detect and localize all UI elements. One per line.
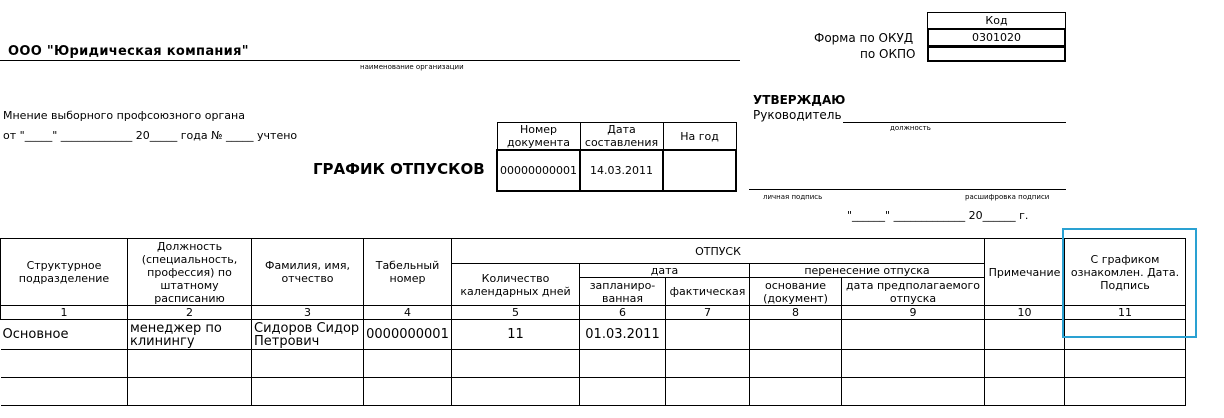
cell-fio[interactable]: Сидоров Сидор Петрович [252,320,364,350]
doc-number-value: 00000000001 [497,150,580,191]
column-numbers-row [1,306,1186,320]
header-dept: Структурное подразделение [1,239,128,306]
doc-date-value: 14.03.2011 [580,150,663,191]
header-days: Количество календарных дней [452,264,580,306]
position-caption: должность [890,124,931,132]
col-number: 5 [452,306,580,320]
col-number: 2 [128,306,252,320]
union-opinion-line1: Мнение выборного профсоюзного органа [3,109,245,122]
header-actual: фактическая [666,278,750,306]
empty-cell[interactable] [985,378,1065,406]
table-row [1,320,1186,350]
empty-cell[interactable] [985,350,1065,378]
empty-cell[interactable] [1,350,128,378]
empty-cell[interactable] [252,350,364,378]
okpo-label: по ОКПО [860,47,916,61]
cell-actual[interactable] [666,320,750,350]
head-label: Руководитель [753,108,842,122]
cell-note[interactable] [985,320,1065,350]
organization-name: ООО "Юридическая компания" [8,44,249,59]
header-vacation: ОТПУСК [452,239,985,264]
cell-supposed-date[interactable] [842,320,985,350]
empty-cell[interactable] [452,350,580,378]
empty-cell[interactable] [128,350,252,378]
signature-line [749,189,1066,190]
empty-cell[interactable] [1,378,128,406]
empty-cell[interactable] [842,350,985,378]
organization-line [0,60,740,61]
header-supposed-date: дата предполагаемого отпуска [842,278,985,306]
doc-year-header: На год [663,123,736,151]
empty-cell[interactable] [452,378,580,406]
col-number: 1 [1,306,128,320]
doc-date-header: Дата составления [580,123,663,151]
cell-position[interactable]: менеджер по клинингу [128,320,252,350]
kod-header-cell: Код [927,12,1066,29]
table-row [1,350,1186,378]
empty-cell[interactable] [1065,378,1186,406]
col-number: 7 [666,306,750,320]
col-number: 9 [842,306,985,320]
cell-tab-number[interactable]: 0000000001 [364,320,452,350]
signature-caption: личная подпись [763,193,823,201]
organization-caption: наименование организации [360,63,464,71]
doc-year-value [663,150,736,191]
cell-basis[interactable] [750,320,842,350]
acquainted-column-highlight [1062,228,1197,338]
document-title: ГРАФИК ОТПУСКОВ [313,160,485,178]
empty-cell[interactable] [252,378,364,406]
cell-dept[interactable]: Основное [1,320,128,350]
approve-title: УТВЕРЖДАЮ [753,93,846,107]
approve-date-line: "______" _____________ 20______ г. [847,209,1029,222]
position-line [843,122,1066,123]
empty-cell[interactable] [750,378,842,406]
vacation-schedule-table [0,238,1186,406]
header-basis: основание (документ) [750,278,842,306]
header-tab-number: Табельный номер [364,239,452,306]
header-fio: Фамилия, имя, отчество [252,239,364,306]
header-note: Примечание [985,239,1065,306]
header-planned: запланиро-ванная [580,278,666,306]
okpo-code-cell [927,46,1066,62]
empty-cell[interactable] [128,378,252,406]
cell-days[interactable]: 11 [452,320,580,350]
document-number-table [496,122,737,192]
col-number: 3 [252,306,364,320]
empty-cell[interactable] [842,378,985,406]
cell-planned[interactable]: 01.03.2011 [580,320,666,350]
col-number: 10 [985,306,1065,320]
empty-cell[interactable] [364,350,452,378]
decoding-caption: расшифровка подписи [965,193,1050,201]
header-position: Должность (специальность, профессия) по штатному расписанию [128,239,252,306]
header-transfer-group: перенесение отпуска [750,264,985,278]
doc-number-header: Номер документа [497,123,580,151]
col-number: 8 [750,306,842,320]
union-opinion-line2: от "_____" _____________ 20_____ года № _____ учтено [3,129,298,142]
empty-cell[interactable] [580,378,666,406]
col-number: 4 [364,306,452,320]
col-number: 6 [580,306,666,320]
col-number: 11 [1065,306,1186,320]
empty-cell[interactable] [666,350,750,378]
empty-cell[interactable] [750,350,842,378]
header-acquainted: С графиком ознакомлен. Дата. Подпись [1065,239,1186,306]
okud-code-cell: 0301020 [927,28,1066,47]
empty-cell[interactable] [364,378,452,406]
empty-cell[interactable] [580,350,666,378]
header-date-group: дата [580,264,750,278]
table-row [1,378,1186,406]
empty-cell[interactable] [666,378,750,406]
empty-cell[interactable] [1065,350,1186,378]
forma-okud-label: Форма по ОКУД [814,31,914,45]
